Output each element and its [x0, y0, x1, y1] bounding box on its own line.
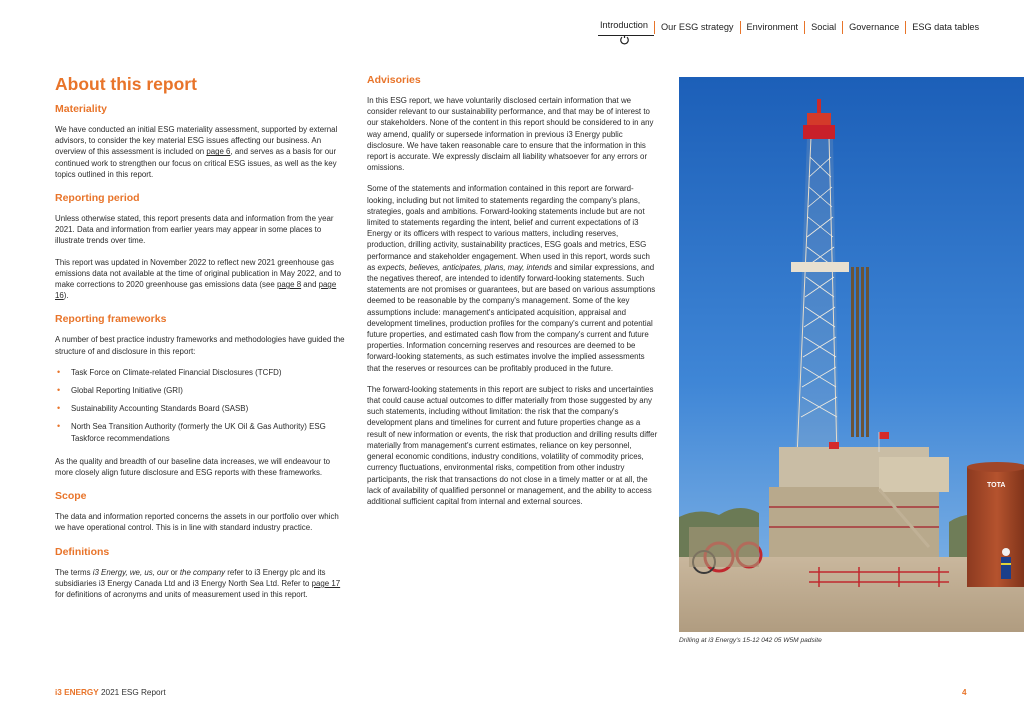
left-column	[55, 74, 347, 610]
frameworks-list	[55, 367, 347, 444]
tank-label: TOTA	[987, 482, 1006, 489]
frameworks-intro: A number of best practice industry frameworks and methodologies have guided the structure of and disclosure in this report:	[55, 335, 345, 356]
photo-caption: Drilling at i3 Energy's 15-12 042 05 W5M padsite	[679, 637, 822, 644]
nav-governance[interactable]: Governance	[842, 21, 905, 34]
home-icon[interactable]	[619, 34, 630, 46]
definitions-paragraph: The terms i3 Energy, we, us, our or the company refer to i3 Energy plc and its subsidiaries i3 Energy Canada Ltd and i3 Energy North Sea Ltd. Refer to page 17 for definitions of acronyms and units of measurement used in this report.	[55, 567, 341, 600]
reporting-period-heading: Reporting period	[55, 192, 140, 205]
footer-report-title: i3 ENERGY 2021 ESG Report	[55, 688, 166, 697]
nav-esg-strategy[interactable]: Our ESG strategy	[654, 21, 740, 34]
list-item: • Task Force on Climate-related Financial Disclosures (TCFD)	[55, 367, 347, 378]
advisories-heading: Advisories	[367, 74, 421, 86]
nav-esg-data-tables[interactable]: ESG data tables	[905, 21, 985, 34]
page-17-link[interactable]: page 17	[311, 578, 341, 588]
top-navigation	[598, 19, 985, 36]
middle-column	[367, 74, 659, 517]
advisories-paragraph-2: Some of the statements and information contained in this report are forward-looking, including but not limited to statements regarding the company's plans, strategies, goals and ambitions. Forward-looking statements include but are not limited to statements regarding the intent, belief and current expectations of i3 Energy or its officers with respect to various matters, including reserves, production, drilling activity, sustainability practices, ESG goals and metrics, ESG performance and stakeholder engagement. When used in this report, words such as expects, believes, anticipates, plans, may, intends and similar expressions, and the negatives thereof, are intended to identify forward-looking statements. Such statements are not promises or guarantees, but are based on various assumptions deemed to be reasonable by the company's management. Some of the key assumptions include: management's anticipated acquisition, appraisal and development timelines, production profiles for the company's current and potential future properties, and estimated cash flow from the company's current and future properties. Information concerning reserves and resources are deemed to be forward-looking statements, as such estimates involve the implied assessments that the reserves or resources can be profitably produced in the future.	[367, 184, 656, 373]
page-16-link[interactable]: page 16	[55, 280, 337, 301]
advisories-paragraph-3: The forward-looking statements in this report are subject to risks and uncertainties that could cause actual outcomes to differ materially from those suggested by any such statements, including without limitation: the risk that the company's development plans and timelines for current and future properties change as a result of new information or events, the risk that production and drilling results differ materially from management's current estimates, reliance on key personnel, general economic conditions, industry conditions, volatility of commodity prices, currency fluctuations, environmental risks, competition from other industry participants, the risk that transactions do not close in a timely matter or at all, the lack of availability of qualified personnel or management, and the ability to access additional sufficient capital from internal and external sources.	[367, 384, 658, 506]
nav-social[interactable]: Social	[804, 21, 842, 34]
materiality-paragraph: We have conducted an initial ESG materiality assessment, supported by external advisors, to consider the key material ESG issues affecting our business. An overview of this assessment is included on page 6, and serves as a basis for our continued work to strengthen our focus on critical ESG issues, as well as the key topics outlined in this report.	[55, 125, 338, 179]
definitions-heading: Definitions	[55, 545, 110, 558]
reporting-period-paragraph-2: This report was updated in November 2022 to reflect new 2021 greenhouse gas emissions data not available at the time of original publication in May 2022, and to make corrections to 2020 greenhouse gas emissions data (see page 8 and page 16).	[55, 257, 341, 301]
materiality-heading: Materiality	[55, 103, 107, 115]
drilling-rig-photo	[679, 77, 1024, 632]
page-8-link[interactable]: page 8	[276, 280, 302, 290]
page-title: About this report	[55, 74, 197, 94]
advisories-paragraph-1: In this ESG report, we have voluntarily disclosed certain information that we consider relevant to our sustainability performance, and that may be of interest to our stakeholders. None of the content in this report should be considered to in any way amend, qualify or supersede information in previous i3 Energy public disclosure. We have taken reasonable care to ensure that the information in this report is accurate. We expressly disclaim all liability whatsoever for any errors or omissions.	[367, 96, 654, 173]
reporting-frameworks-heading: Reporting frameworks	[55, 313, 167, 326]
nav-environment[interactable]: Environment	[740, 21, 805, 34]
list-item: • North Sea Transition Authority (formerly the UK Oil & Gas Authority) ESG Taskforce recommendations	[55, 421, 347, 443]
scope-heading: Scope	[55, 490, 87, 503]
frameworks-outro: As the quality and breadth of our baseline data increases, we will endeavour to more closely align future disclosure and ESG reports with these frameworks.	[55, 456, 331, 478]
footer-brand: i3 ENERGY	[55, 688, 99, 697]
page-number: 4	[962, 688, 967, 697]
list-item: • Sustainability Accounting Standards Board (SASB)	[55, 403, 347, 414]
list-item: • Global Reporting Initiative (GRI)	[55, 385, 347, 396]
reporting-period-paragraph-1: Unless otherwise stated, this report presents data and information from the year 2021. Data and information from earlier years may appear in some places to illustrate trends over time.	[55, 214, 334, 246]
scope-paragraph: The data and information reported concerns the assets in our portfolio over which we have operational control. This is in line with standard industry practice.	[55, 512, 339, 533]
nav-introduction[interactable]: Introduction	[598, 19, 654, 36]
page-6-link[interactable]: page 6	[206, 147, 231, 157]
